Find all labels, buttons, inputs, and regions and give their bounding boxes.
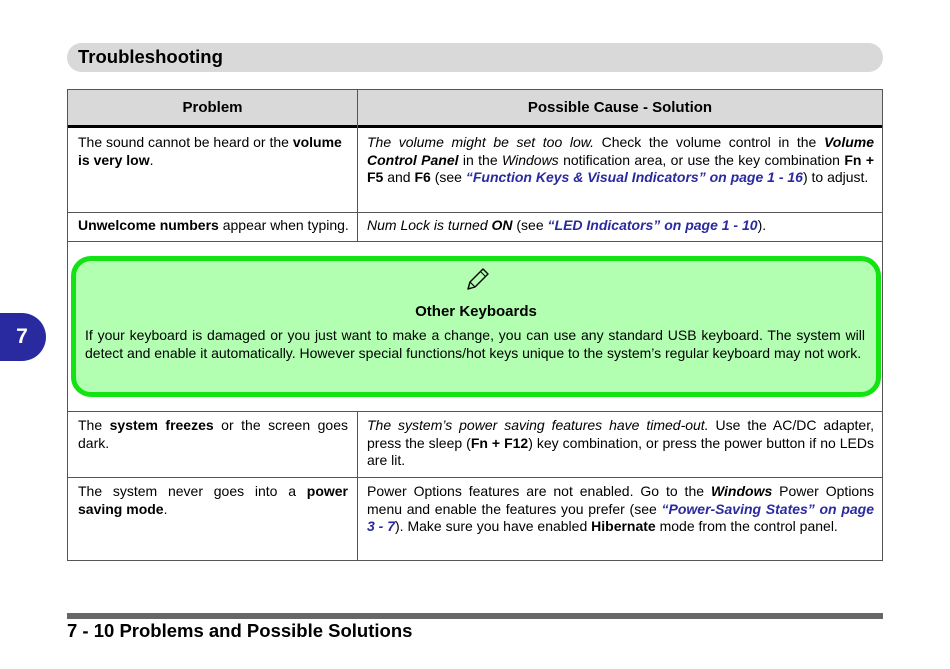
emphasis: Unwelcome numbers: [78, 217, 219, 233]
footer-rule: [67, 613, 883, 619]
emphasis: system freezes: [109, 417, 214, 433]
footer-page-label: 7 - 10 Problems and Possible Solutions: [67, 620, 413, 641]
table-row-2-solution: [367, 217, 874, 235]
table-row-3-solution: [367, 417, 874, 470]
text: Power Options menu and enable the features you prefer (see: [367, 483, 874, 517]
table-row-4-solution: [367, 483, 874, 536]
text: ) to adjust.: [802, 169, 869, 185]
table-row-4-problem: [78, 483, 348, 518]
column-header-problem: Problem: [182, 99, 243, 116]
text: notification area, or use the key combination: [558, 151, 845, 168]
text: and: [383, 169, 415, 185]
table-row-2-problem: [78, 217, 356, 235]
text: (see: [512, 217, 548, 233]
text: appear when typing.: [218, 217, 349, 233]
text: .: [149, 151, 154, 168]
table-row-1-problem: [78, 134, 350, 169]
note-text: If your keyboard is damaged or you just want to make a change, you can use any standard USB keyboard. The system will detect and enable it automatically. However special functions/hot keys unique to the system’s regular keyboard may not work.: [85, 327, 865, 361]
key-combo: Fn + F12: [470, 434, 529, 451]
text: Check the volume control in the: [594, 134, 824, 150]
cross-reference-link[interactable]: “Function Keys & Visual Indicators” on page 1 - 16: [465, 169, 803, 185]
text: ). Make sure you have enabled: [395, 518, 592, 534]
row-divider: [68, 212, 882, 213]
cross-reference-link[interactable]: “LED Indicators” on page 1 - 10: [547, 217, 758, 233]
row-divider: [68, 477, 882, 478]
column-header-solution: Possible Cause - Solution: [527, 99, 713, 116]
column-divider: [357, 90, 358, 241]
text: Power Options features are not enabled. Go to the: [367, 483, 711, 499]
text: or the screen goes dark.: [78, 417, 348, 451]
text: ) key combination, or press the power button if no LEDs are lit.: [367, 434, 875, 468]
text: ).: [757, 217, 767, 233]
column-divider: [357, 411, 358, 561]
text: The system never goes into a: [78, 483, 307, 499]
emphasis: Volume Control Panel: [367, 134, 874, 168]
text: The: [78, 417, 110, 433]
emphasis: Windows: [502, 151, 559, 168]
chapter-tab: 7: [0, 313, 46, 361]
text: .: [163, 500, 168, 517]
page-title: Troubleshooting: [78, 46, 223, 67]
cause-text: The system’s power saving features have timed-out.: [367, 417, 709, 433]
cause-text: Num Lock is turned: [367, 217, 492, 233]
note-title: Other Keyboards: [415, 303, 537, 320]
table-row-1-solution: [367, 134, 874, 187]
text: (see: [430, 169, 466, 185]
cause-text: The volume might be set too low.: [367, 134, 594, 150]
key-combo: Fn + F5: [367, 151, 875, 185]
text: in the: [458, 151, 503, 168]
emphasis: Windows: [710, 483, 773, 499]
emphasis: Hibernate: [591, 518, 656, 534]
emphasis: ON: [491, 217, 513, 233]
row-divider: [68, 241, 882, 242]
emphasis: power saving mode: [78, 483, 348, 517]
text: The sound cannot be heard or the: [78, 134, 293, 150]
emphasis: volume is very low: [78, 134, 342, 168]
key-combo: F6: [414, 169, 431, 185]
table-header-row: [68, 90, 882, 128]
text: Use the AC/DC adapter, press the sleep (: [367, 417, 874, 451]
text: mode from the control panel.: [655, 518, 838, 534]
cross-reference-link[interactable]: “Power-Saving States” on page 3 - 7: [367, 500, 874, 534]
table-row-3-problem: [78, 417, 348, 452]
pencil-icon: [464, 267, 490, 293]
row-divider: [68, 411, 882, 412]
